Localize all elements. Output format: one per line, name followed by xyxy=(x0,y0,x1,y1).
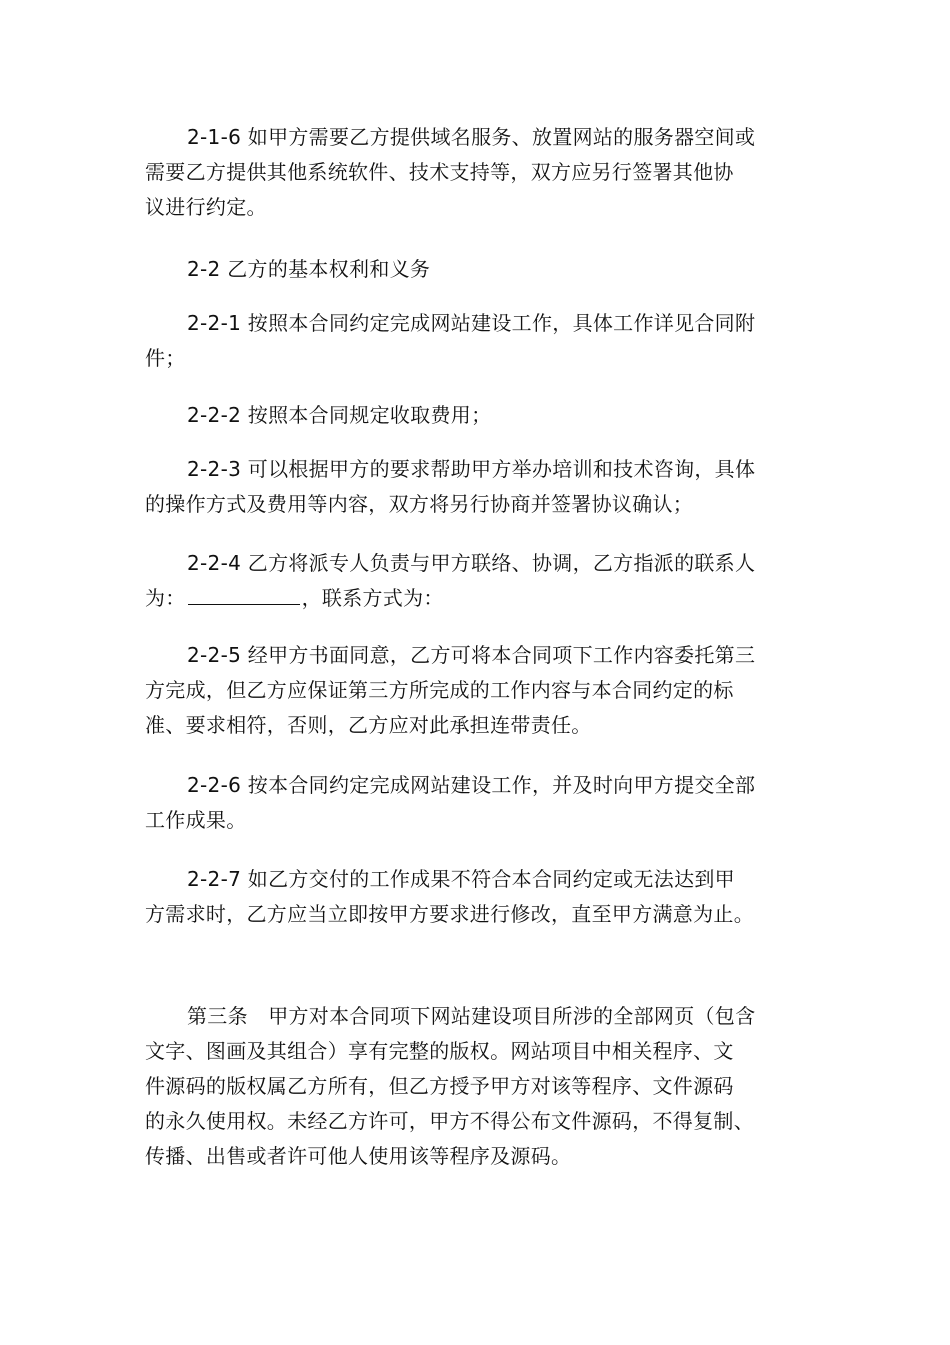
article-line: 件源码的版权属乙方所有，但乙方授予甲方对该等程序、文件源码 xyxy=(145,1074,734,1098)
clause-line: 2-2-7 如乙方交付的工作成果不符合本合同约定或无法达到甲 xyxy=(187,867,735,891)
clause-2-2-7 xyxy=(145,862,785,932)
clause-2-2-2 xyxy=(145,398,785,433)
clause-line: 2-2-1 按照本合同约定完成网站建设工作，具体工作详见合同附 xyxy=(187,311,756,335)
clause-line-with-blank xyxy=(145,581,785,616)
clause-line: 2-2-3 可以根据甲方的要求帮助甲方举办培训和技术咨询，具体 xyxy=(187,457,756,481)
clause-line: 方需求时，乙方应当立即按甲方要求进行修改，直至甲方满意为止。 xyxy=(145,902,754,926)
clause-line: 2-2-6 按本合同约定完成网站建设工作，并及时向甲方提交全部 xyxy=(187,773,756,797)
clause-line: 的操作方式及费用等内容，双方将另行协商并签署协议确认； xyxy=(145,492,694,516)
clause-line: 2-2-5 经甲方书面同意，乙方可将本合同项下工作内容委托第三 xyxy=(187,643,756,667)
article-3 xyxy=(145,999,785,1174)
article-line: 第三条 甲方对本合同项下网站建设项目所涉的全部网页（包含 xyxy=(187,1004,756,1028)
article-line: 文字、图画及其组合）享有完整的版权。网站项目中相关程序、文 xyxy=(145,1039,734,1063)
clause-line: 2-2-4 乙方将派专人负责与甲方联络、协调，乙方指派的联系人 xyxy=(187,551,756,575)
clause-line: 需要乙方提供其他系统软件、技术支持等，双方应另行签署其他协 xyxy=(145,160,734,184)
contact-person-blank xyxy=(188,586,300,605)
section-heading-line: 2-2 乙方的基本权利和义务 xyxy=(187,257,431,281)
clause-line: 2-1-6 如甲方需要乙方提供域名服务、放置网站的服务器空间或 xyxy=(187,125,756,149)
clause-2-2-6 xyxy=(145,768,785,838)
clause-2-1-6 xyxy=(145,120,785,225)
article-line: 传播、出售或者许可他人使用该等程序及源码。 xyxy=(145,1144,572,1168)
contact-prefix: 为： xyxy=(145,586,186,610)
section-heading-2-2 xyxy=(145,252,785,287)
clause-2-2-4 xyxy=(145,546,785,616)
clause-line: 2-2-2 按照本合同规定收取费用； xyxy=(187,403,492,427)
clause-line: 方完成，但乙方应保证第三方所完成的工作内容与本合同约定的标 xyxy=(145,678,734,702)
clause-2-2-3 xyxy=(145,452,785,522)
clause-line: 件； xyxy=(145,346,186,370)
clause-line: 议进行约定。 xyxy=(145,195,267,219)
clause-2-2-5 xyxy=(145,638,785,743)
clause-line: 工作成果。 xyxy=(145,808,247,832)
clause-line: 准、要求相符，否则，乙方应对此承担连带责任。 xyxy=(145,713,592,737)
clause-2-2-1 xyxy=(145,306,785,376)
contact-suffix: ，联系方式为： xyxy=(301,586,444,610)
article-line: 的永久使用权。未经乙方许可，甲方不得公布文件源码，不得复制、 xyxy=(145,1109,754,1133)
